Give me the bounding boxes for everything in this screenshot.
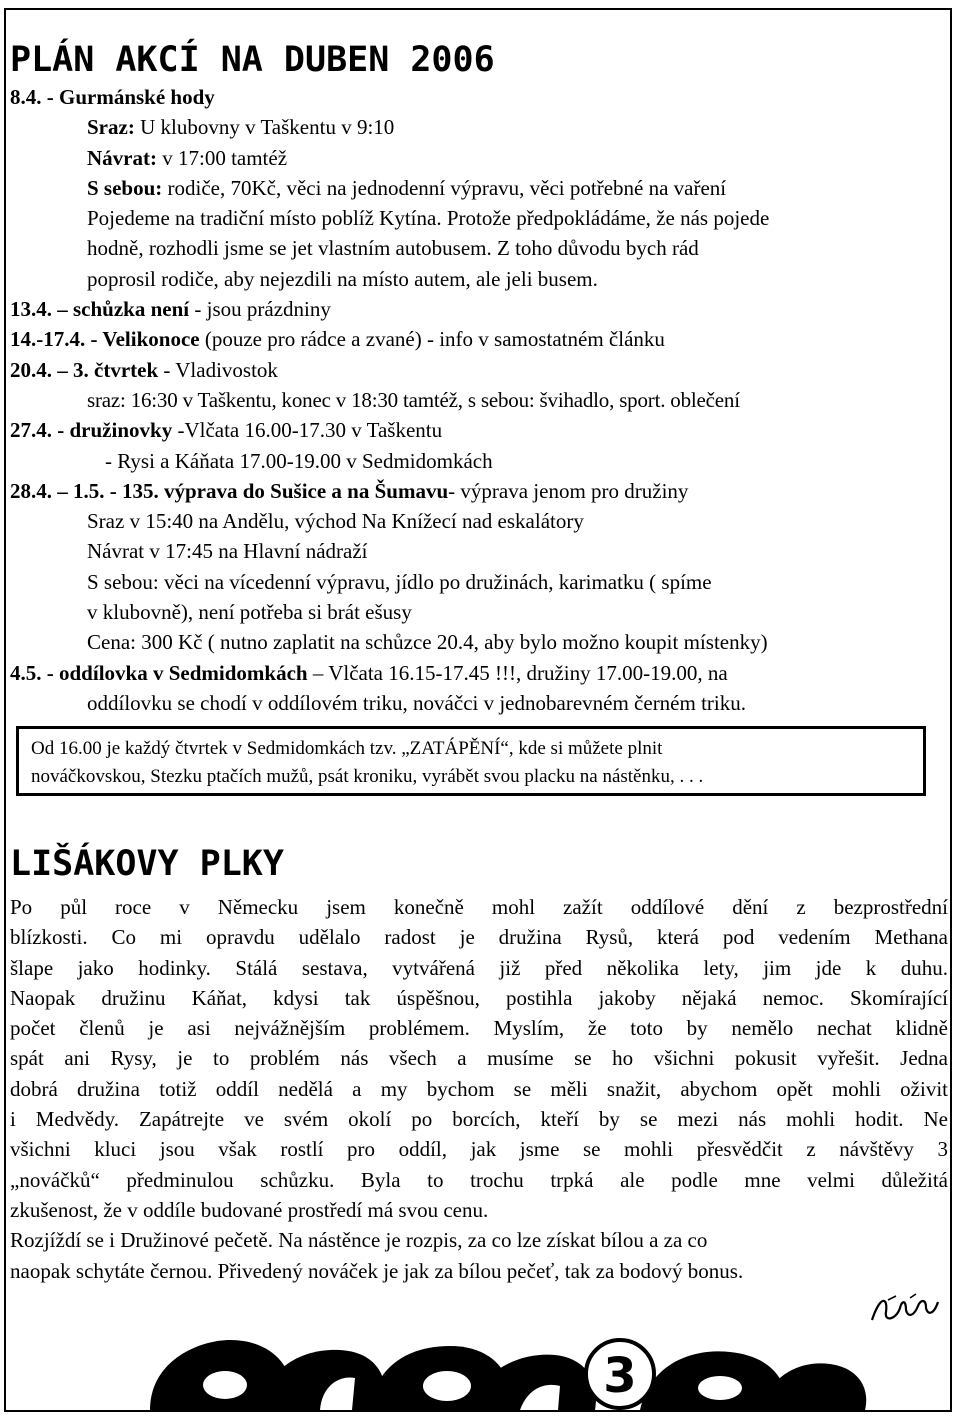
trip-bring: S sebou: věci na vícedenní výpravu, jídlo po družinách, karimatku ( spíme [87,569,712,594]
article-body [10,892,948,1286]
event-trip: 28.4. – 1.5. - 135. výprava do Sušice a na Šumavu- výprava jenom pro družiny [10,478,689,503]
article-line: „nováčků“ předminulou schůzku. Byla to trochu trpká ale podle mne velmi důležitá [10,1167,948,1192]
event-note: poprosil rodiče, aby nejezdili na místo autem, ale jeli busem. [87,266,598,291]
article-title: LIŠÁKOVY PLKY [10,844,284,884]
event-group-meetings-2: - Rysi a Káňata 17.00-19.00 v Sedmidomkách [105,448,493,473]
article-line: blízkosti. Co mi opravdu udělalo radost je družina Rysů, která pod vedením Methana [10,925,948,950]
plan-title: PLÁN AKCÍ NA DUBEN 2006 [10,40,495,80]
orong-logo [0,1330,948,1412]
event-gurmanske-hody: 8.4. - Gurmánské hody [10,85,215,109]
article-line: šlape jako hodinky. Stálá sestava, vytvářená již před několika lety, jim jde k duhu. [10,955,948,980]
event-note: Pojedeme na tradiční místo poblíž Kytína. Protože předpokládáme, že nás pojede [87,206,770,231]
event-bring: S sebou: rodiče, 70Kč, věci na jednodenní výpravu, věci potřebné na vaření [87,175,727,200]
event-thursday-details: sraz: 16:30 v Taškentu, konec v 18:30 tamtéž, s sebou: švihadlo, sport. oblečení [87,387,740,412]
notice-line: Od 16.00 je každý čtvrtek v Sedmidomkách tzv. „ZATÁPĚNÍ“, kde si můžete plnit [31,738,663,759]
trip-bring-2: v klubovně), není potřeba si brát ešusy [87,600,412,625]
trip-meeting: Sraz v 15:40 na Andělu, východ Na Knížecí nad eskalátory [87,509,584,534]
event-group-meetings: 27.4. - družinovky -Vlčata 16.00-17.30 v Taškentu [10,418,443,443]
plan-section [10,38,946,718]
event-no-meeting: 13.4. – schůzka není - jsou prázdniny [10,297,331,322]
article-line: dobrá družina totiž oddíl nedělá a my bychom se měli snažit, abychom opět mohli oživit [10,1076,948,1101]
troop-meeting-note: oddílovku se chodí v oddílovém triku, nováčci v jednobarevném černém triku. [87,690,746,715]
trip-return: Návrat v 17:45 na Hlavní nádraží [87,539,368,564]
event-return: Návrat: v 17:00 tamtéž [87,145,288,170]
article-line: i Medvědy. Zapátrejte ve svém okolí po borcích, kteří by se mezi nás mohli hodit. Ne [10,1107,948,1132]
signature-image [866,1290,944,1330]
event-easter: 14.-17.4. - Velikonoce (pouze pro rádce a zvané) - info v samostatném článku [10,327,665,352]
article-line: všichni kluci jsou však rostlí pro oddíl, jak jsme se mohli přesvědčit z návštěvy 3 [10,1137,948,1162]
article-line: spát ani Rysy, je to problém nás všech a musíme se ho všichni pokusit vyřešit. Jedna [10,1046,948,1071]
notice-line: nováčkovskou, Stezku ptačích mužů, psát kroniku, vyrábět svou placku na nástěnku, . . . [31,766,704,787]
event-troop-meeting: 4.5. - oddílovka v Sedmidomkách – Vlčata 16.15-17.45 !!!, družiny 17.00-19.00, na [10,660,728,685]
event-note: hodně, rozhodli jsme se jet vlastním autobusem. Z toho důvodu bych rád [87,236,699,261]
article-line: Naopak družinu Káňat, kdysi tak úspěšnou, postihla jakoby nějaká nemoc. Skomírající [10,985,948,1010]
article-line: Rozjíždí se i Družinové pečetě. Na nástěnce je rozpis, za co lze získat bílou a za co [10,1228,708,1253]
event-meeting: Sraz: U klubovny v Taškentu v 9:10 [87,115,395,140]
trip-price: Cena: 300 Kč ( nutno zaplatit na schůzce 20.4, aby bylo možno koupit místenky) [87,630,768,655]
article-line: počet členů je asi nejvážnějším problémem. Myslím, že toto by nemělo nechat klidně [10,1016,948,1041]
article-line: Po půl roce v Německu jsem konečně mohl zažít oddílové dění z bezprostřední [10,895,948,919]
article-line: naopak schytáte černou. Přivedený nováček je jak za bílou pečeť, tak za bodový bonus. [10,1258,744,1283]
notice-box [16,726,926,796]
page-number: 3 [603,1348,637,1404]
article-line: zkušenost, že v oddíle budované prostředí má svou cenu. [10,1197,489,1222]
event-thursday: 20.4. – 3. čtvrtek - Vladivostok [10,357,278,382]
